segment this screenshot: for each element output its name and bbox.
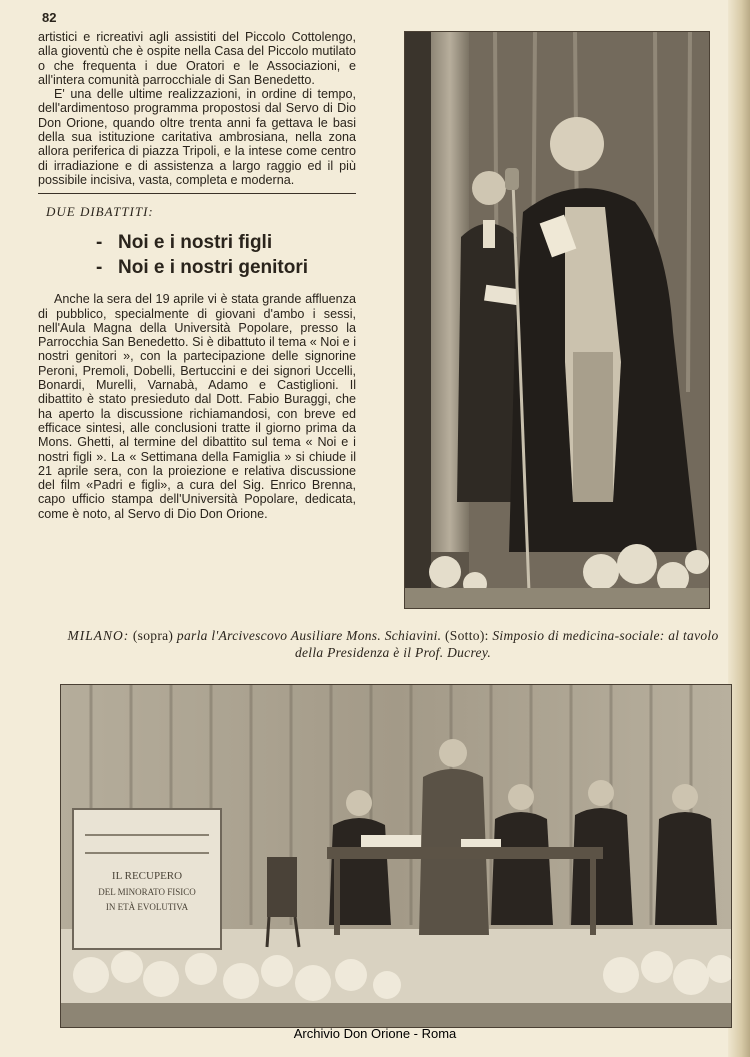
photo-archbishop-speaking: [404, 31, 710, 609]
photo-caption: [58, 627, 728, 661]
article-body: Anche la sera del 19 aprile vi è stata grande affluenza di pubblico, specialmente di giovani d'ambo i sessi, nell'Aula Magna della Università Popolare, presso la Parrocchia San Benedetto. Si è dibattuto il tema « Noi e i nostri genitori », con la partecipazione delle signorine Peroni, Premoli, Dobelli, Bertuccini e dei signori Uccelli, Bonardi, Murelli, Varnabà, Adamo e Castiglioni. Il dibattito è stato presieduto dal Dott. Fabio Buraggi, che ha aperto la discussione richiamandosi, con breve ed efficace sintesi, alle conclusioni tratte il giorno prima da Mons. Ghetti, al termine del dibattito sul tema « Noi e i nostri figli ». La « Settimana della Famiglia » si chiude il 21 aprile sera, con la proiezione e relativa discussione del film «Padri e figli», a cura del Sig. Enrico Brenna, capo ufficio stampa dell'Università Popolare, dedicata, come è noto, al Servo di Dio Don Orione.: [38, 292, 356, 521]
intro-paragraph-2: E' una delle ultime realizzazioni, in ordine di tempo, dell'ardimentoso programma propostosi dal Servo di Dio Don Orione, quando oltre trenta anni fa gettava le basi della sua istituzione caritativa ambrosiana, nella zona allora periferica di piazza Tripoli, e la intese come centro di irradiazione e di assistenza a largo raggio ed il più possibile incisiva, vasta, completa e moderna.: [38, 87, 356, 187]
headline-1-text: Noi e i nostri figli: [118, 232, 273, 254]
banner-line-2: DEL MINORATO FISICO: [98, 887, 196, 897]
photo-symposium-illustration: [61, 685, 731, 1027]
left-text-column: [38, 30, 356, 521]
section-kicker: DUE DIBATTITI:: [46, 204, 154, 220]
section-divider: [38, 193, 356, 194]
archive-footer: Archivio Don Orione - Roma: [293, 1026, 457, 1041]
headline-2: [96, 255, 356, 280]
photo-archbishop-illustration: [405, 32, 709, 608]
headline-dash-1: -: [96, 232, 103, 254]
photo-symposium-table: [60, 684, 732, 1028]
banner-line-3: IN ETÀ EVOLUTIVA: [105, 902, 189, 912]
caption-place: MILANO:: [67, 628, 130, 643]
caption-sopra: (sopra): [132, 628, 174, 643]
headline-1: [96, 230, 356, 255]
headline-2-text: Noi e i nostri genitori: [118, 257, 309, 279]
page-number: 82: [42, 10, 57, 25]
intro-paragraph-1: artistici e ricreativi agli assistiti del Piccolo Cottolengo, alla gioventù che è ospite nella Casa del Piccolo mutilato o che frequenta i due Oratori e le Associazioni, e all'intera comunità parrocchiale di San Benedetto.: [38, 30, 356, 87]
caption-sotto: (Sotto):: [445, 628, 489, 643]
banner-line-1: IL RECUPERO: [111, 870, 183, 882]
caption-text-2: Simposio di medicina-sociale: al tavolo della Presidenza è il Prof. Ducrey.: [294, 628, 719, 660]
caption-text-1: parla l'Arcivescovo Ausiliare Mons. Schiavini.: [176, 628, 442, 643]
headline-dash-2: -: [96, 257, 103, 279]
